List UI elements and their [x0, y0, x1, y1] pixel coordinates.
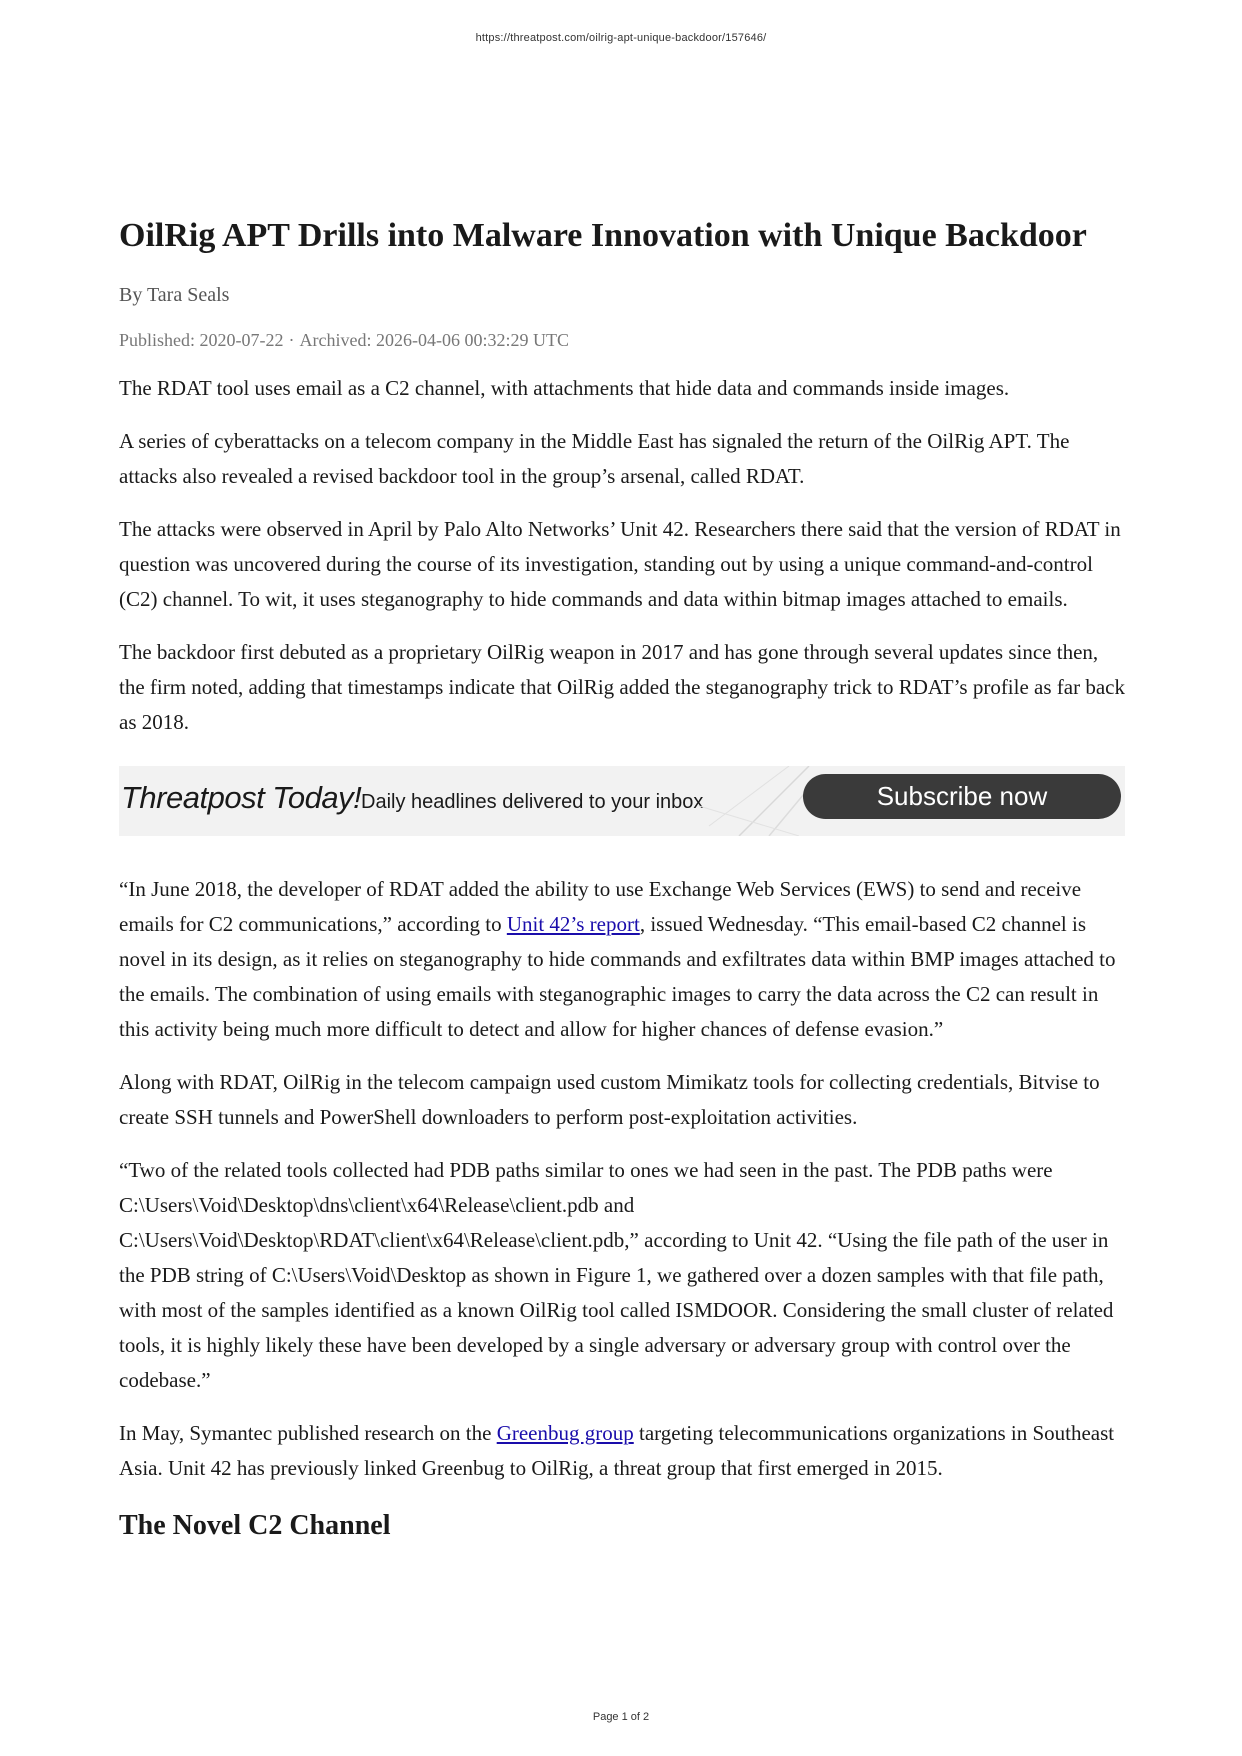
banner-decoration — [699, 766, 819, 836]
pdb-path-text: C:\Users\Void\Desktop\dns\client\x64\Release\client.pdb and — [119, 1193, 635, 1217]
unit42-report-link[interactable]: Unit 42’s report — [506, 912, 640, 936]
paragraph-text: , issued Wednesday. “This email-based C2 channel is novel in its design, as it relies on steganography to hide commands and exfiltrates data within BMP images attached to the emails. The combination of using emails with steganographic images to carry the data across the C2 can result in this activity being much more difficult to detect and allow for higher chances of defense evasion.” — [119, 912, 1116, 1041]
page-number: Page 1 of 2 — [592, 1711, 650, 1723]
banner-brand: Threatpost Today! — [121, 780, 362, 815]
article-lede: The RDAT tool uses email as a C2 channel, with attachments that hide data and commands inside images. — [119, 376, 1010, 400]
article-paragraph — [119, 1416, 1125, 1486]
paragraph-text: “In June 2018, the developer of RDAT added the ability to use Exchange Web Services (EWS) to send and receive emails for C2 communications,” according to — [119, 877, 1082, 936]
article-paragraph: A series of cyberattacks on a telecom company in the Middle East has signaled the return of the OilRig APT. The attacks also revealed a revised backdoor tool in the group’s arsenal, called RDAT. — [119, 429, 1070, 488]
banner-tagline: Daily headlines delivered to your inbox — [361, 791, 704, 813]
article-paragraph: The attacks were observed in April by Palo Alto Networks’ Unit 42. Researchers there said that the version of RDAT in question was uncovered during the course of its investigation, standing out by using a unique command-and-control (C2) channel. To wit, it uses steganography to hide commands and data within bitmap images attached to emails. — [119, 517, 1121, 611]
newsletter-banner[interactable] — [119, 766, 1125, 836]
page-url-header: https://threatpost.com/oilrig-apt-unique-backdoor/157646/ — [475, 32, 767, 44]
article-paragraph — [119, 872, 1125, 1047]
paragraph-text: targeting telecommunications organizations in Southeast Asia. Unit 42 has previously linked Greenbug to OilRig, a threat group that first emerged in 2015. — [119, 1421, 1115, 1480]
article-paragraph — [119, 1153, 1125, 1398]
published-date: Published: 2020-07-22 — [119, 330, 284, 350]
article-byline: By Tara Seals — [119, 284, 230, 306]
paragraph-text: “Two of the related tools collected had PDB paths similar to ones we had seen in the past. The PDB paths were — [119, 1158, 1053, 1182]
subscribe-button[interactable]: Subscribe now — [803, 774, 1121, 819]
meta-separator: · — [288, 330, 295, 350]
archived-date: Archived: 2026-04-06 00:32:29 UTC — [299, 330, 569, 350]
paragraph-text: C:\Users\Void\Desktop\RDAT\client\x64\Release\client.pdb,” according to Unit 42. “Using the file path of the user in the PDB string of C:\Users\Void\Desktop as shown in Figure 1, we gathered over a dozen samples with that file path, with most of the samples identified as a known OilRig tool called ISMDOOR. Considering the small cluster of related tools, it is highly likely these have been developed by a single adversary or adversary group with control over the codebase.” — [119, 1228, 1114, 1392]
article-body — [119, 212, 1125, 1546]
article-title: OilRig APT Drills into Malware Innovation with Unique Backdoor — [119, 217, 1087, 254]
article-paragraph: Along with RDAT, OilRig in the telecom campaign used custom Mimikatz tools for collecting credentials, Bitvise to create SSH tunnels and PowerShell downloaders to perform post-exploitation activities. — [119, 1070, 1100, 1129]
paragraph-text: In May, Symantec published research on the — [119, 1421, 497, 1445]
section-heading: The Novel C2 Channel — [119, 1510, 391, 1541]
greenbug-group-link[interactable]: Greenbug group — [496, 1421, 634, 1445]
article-meta — [119, 327, 1125, 353]
article-paragraph: The backdoor first debuted as a proprietary OilRig weapon in 2017 and has gone through several updates since then, the firm noted, adding that timestamps indicate that OilRig added the steganography trick to RDAT’s profile as far back as 2018. — [119, 640, 1125, 734]
